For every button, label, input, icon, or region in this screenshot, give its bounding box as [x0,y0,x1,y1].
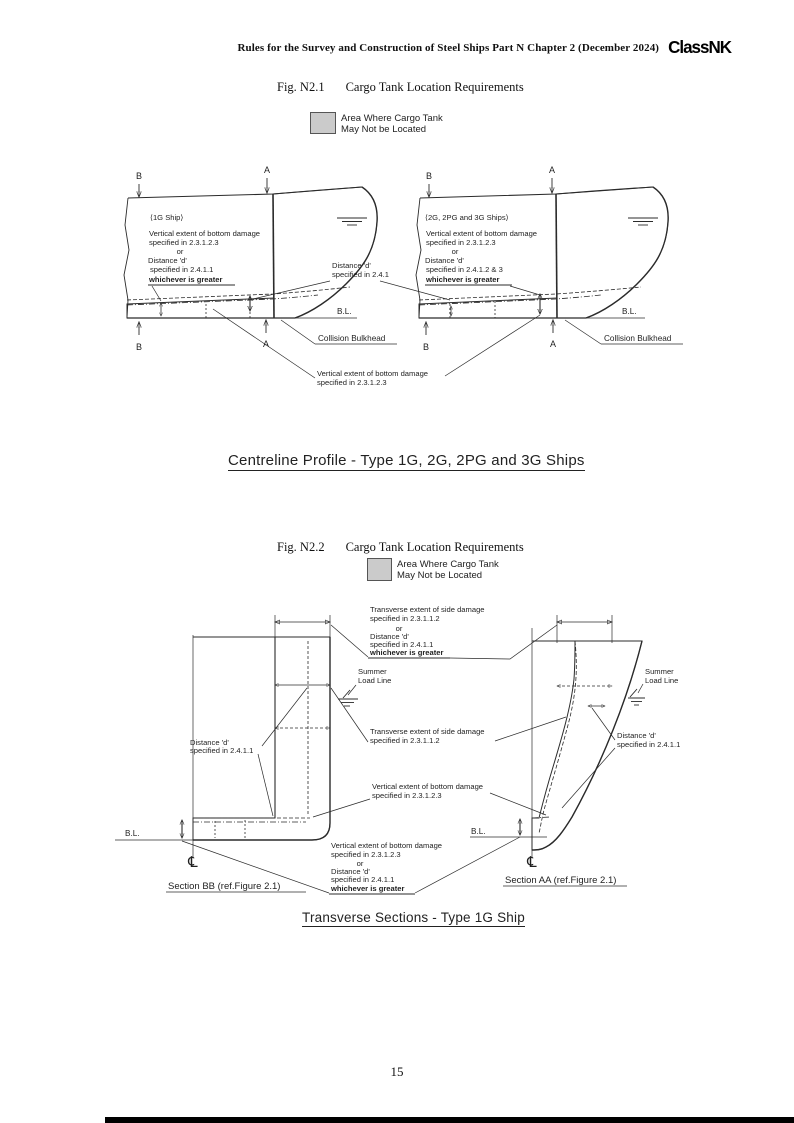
marker-a-top-left: A [263,165,271,175]
svg-text:specified in 2.4.1.2 & 3: specified in 2.4.1.2 & 3 [426,265,503,274]
marker-a-bottom-left: A [262,339,270,349]
svg-text:Section AA (ref.Figure 2.1): Section AA (ref.Figure 2.1) [505,875,617,886]
svg-text:Distance 'd': Distance 'd' [617,731,656,740]
svg-text:or: or [395,624,403,633]
section-bb-caption [166,881,306,892]
fig1-legend-swatch [310,112,336,134]
svg-text:specified in 2.3.1.2.3: specified in 2.3.1.2.3 [317,378,387,387]
centerline-symbol-aa: ℄ [527,853,537,871]
svg-text:Distance 'd': Distance 'd' [425,256,464,265]
fig2-legend [367,558,499,581]
distance-d-line1: Distance 'd' [148,256,187,265]
svg-text:specified in 2.4.1: specified in 2.4.1 [332,270,389,279]
collision-bulkhead-label-left [281,320,397,344]
centerline-symbol-bb: ℄ [188,853,198,871]
fig2-legend-text [397,558,499,581]
fig1-centreline-profile-diagram [110,160,740,405]
vert-extent-line1: Vertical extent of bottom damage [149,229,261,238]
svg-text:Vertical extent of bottom dama: Vertical extent of bottom damage [331,841,443,850]
svg-text:Summer: Summer [358,667,387,676]
marker-b-top-right: B [425,171,433,181]
svg-text:Collision Bulkhead: Collision Bulkhead [318,334,386,343]
svg-text:Collision Bulkhead: Collision Bulkhead [604,334,672,343]
whichever-greater: whichever is greater [149,275,223,284]
fig2-label: Fig. N2.2 [277,540,325,554]
scan-edge-artifact [105,1117,794,1123]
svg-text:specified in 2.3.1.1.2: specified in 2.3.1.1.2 [370,736,440,745]
fig2-legend-line2: May Not be Located [397,570,483,581]
svg-text:whichever is greater: whichever is greater [331,884,405,893]
fig1-caption: Centreline Profile - Type 1G, 2G, 2PG and 3G Ships [228,452,585,469]
hull-outline-1g [124,187,377,318]
waterline-symbol-bb [338,690,358,706]
svg-text:Summer: Summer [645,667,674,676]
waterline-symbol-aa [628,689,645,705]
svg-text:specified in 2.3.1.2.3: specified in 2.3.1.2.3 [331,850,401,859]
vertical-extent-mid-label [313,782,546,817]
fig2-caption: Transverse Sections - Type 1G Ship [302,910,525,925]
fig1-legend-line1: Area Where Cargo Tank [341,113,443,124]
svg-text:Distance 'd': Distance 'd' [331,867,370,876]
ship-type-2g: ⟨2G, 2PG and 3G Ships⟩ [425,213,509,222]
svg-text:specified in 2.3.1.2.3: specified in 2.3.1.2.3 [426,238,496,247]
marker-a-top-right: A [548,165,556,175]
transverse-extent-top-block [331,605,557,659]
svg-text:Distance 'd': Distance 'd' [190,738,229,747]
summer-load-line-label-bb [348,667,391,695]
svg-text:specified in 2.3.1.1.2: specified in 2.3.1.1.2 [370,614,440,623]
distance-d-label-bb [190,688,307,816]
annotation-block-2g [425,213,540,295]
svg-text:Transverse extent of side dama: Transverse extent of side damage [370,727,485,736]
distance-d-line2: specified in 2.4.1.1 [150,265,214,274]
fig2-legend-swatch [367,558,392,581]
marker-b-top-left: B [135,171,143,181]
section-bb-outline [193,615,330,857]
fig2-legend-line1: Area Where Cargo Tank [397,559,499,570]
marker-b-bottom-right: B [422,342,430,352]
svg-text:Load Line: Load Line [645,676,679,685]
fig1-label: Fig. N2.1 [277,80,325,94]
classnk-logo: ClassNK [668,37,731,58]
svg-text:or: or [451,247,459,256]
fig1-legend-text [341,112,443,135]
fig1-legend [310,112,443,135]
svg-text:whichever is greater: whichever is greater [370,648,444,657]
svg-text:specified in 2.4.1.1: specified in 2.4.1.1 [370,640,434,649]
collision-bulkhead-label-right [565,320,683,344]
svg-text:Vertical extent of bottom dama: Vertical extent of bottom damage [317,369,429,378]
svg-text:Section BB (ref.Figure 2.1): Section BB (ref.Figure 2.1) [168,881,281,892]
section-bb-construction [115,622,330,840]
waterline-symbol-left [337,218,367,225]
distance-d-label-aa [562,708,680,808]
svg-text:Transverse extent of side dama: Transverse extent of side damage [370,605,485,614]
marker-a-bottom-right: A [549,339,557,349]
baseline-label-left: B.L. [337,307,352,316]
transverse-extent-side-label [331,688,566,745]
fig2-title-row [277,540,524,555]
svg-text:specified in 2.4.1.1: specified in 2.4.1.1 [331,875,395,884]
fig1-title: Cargo Tank Location Requirements [345,80,524,94]
or-label: or [176,247,184,256]
ship-type-1g: ⟨1G Ship⟩ [150,213,184,222]
fig2-transverse-sections-diagram [110,595,730,905]
svg-text:Vertical extent of bottom dama: Vertical extent of bottom damage [372,782,484,791]
page-number: 15 [390,1064,404,1079]
waterline-symbol-right [628,218,658,225]
svg-text:specified in 2.4.1.1: specified in 2.4.1.1 [617,740,681,749]
svg-text:specified in 2.3.1.2.3: specified in 2.3.1.2.3 [372,791,442,800]
fig1-legend-line2: May Not be Located [341,124,427,135]
svg-text:Distance 'd': Distance 'd' [332,261,371,270]
annotation-block-1g [148,213,260,301]
vert-extent-line2: specified in 2.3.1.2.3 [149,238,219,247]
svg-text:Load Line: Load Line [358,676,392,685]
fig2-title: Cargo Tank Location Requirements [345,540,524,554]
header-title: Rules for the Survey and Construction of Steel Ships Part N Chapter 2 (December 2024) [237,42,660,54]
page-header [0,38,731,58]
fig1-title-row [277,80,524,95]
section-aa-caption [503,875,627,886]
svg-text:whichever is greater: whichever is greater [426,275,500,284]
svg-text:Vertical extent of bottom dama: Vertical extent of bottom damage [426,229,538,238]
baseline-label-aa: B.L. [471,827,486,836]
marker-b-bottom-left: B [135,342,143,352]
section-aa-construction [470,622,612,837]
summer-load-line-label-aa [638,667,678,693]
svg-text:Distance 'd': Distance 'd' [370,632,409,641]
baseline-label-bb: B.L. [125,829,140,838]
baseline-label-right: B.L. [622,307,637,316]
svg-text:specified in 2.4.1.1: specified in 2.4.1.1 [190,746,254,755]
svg-text:or: or [356,859,364,868]
distance-d-centre-label [253,261,450,300]
